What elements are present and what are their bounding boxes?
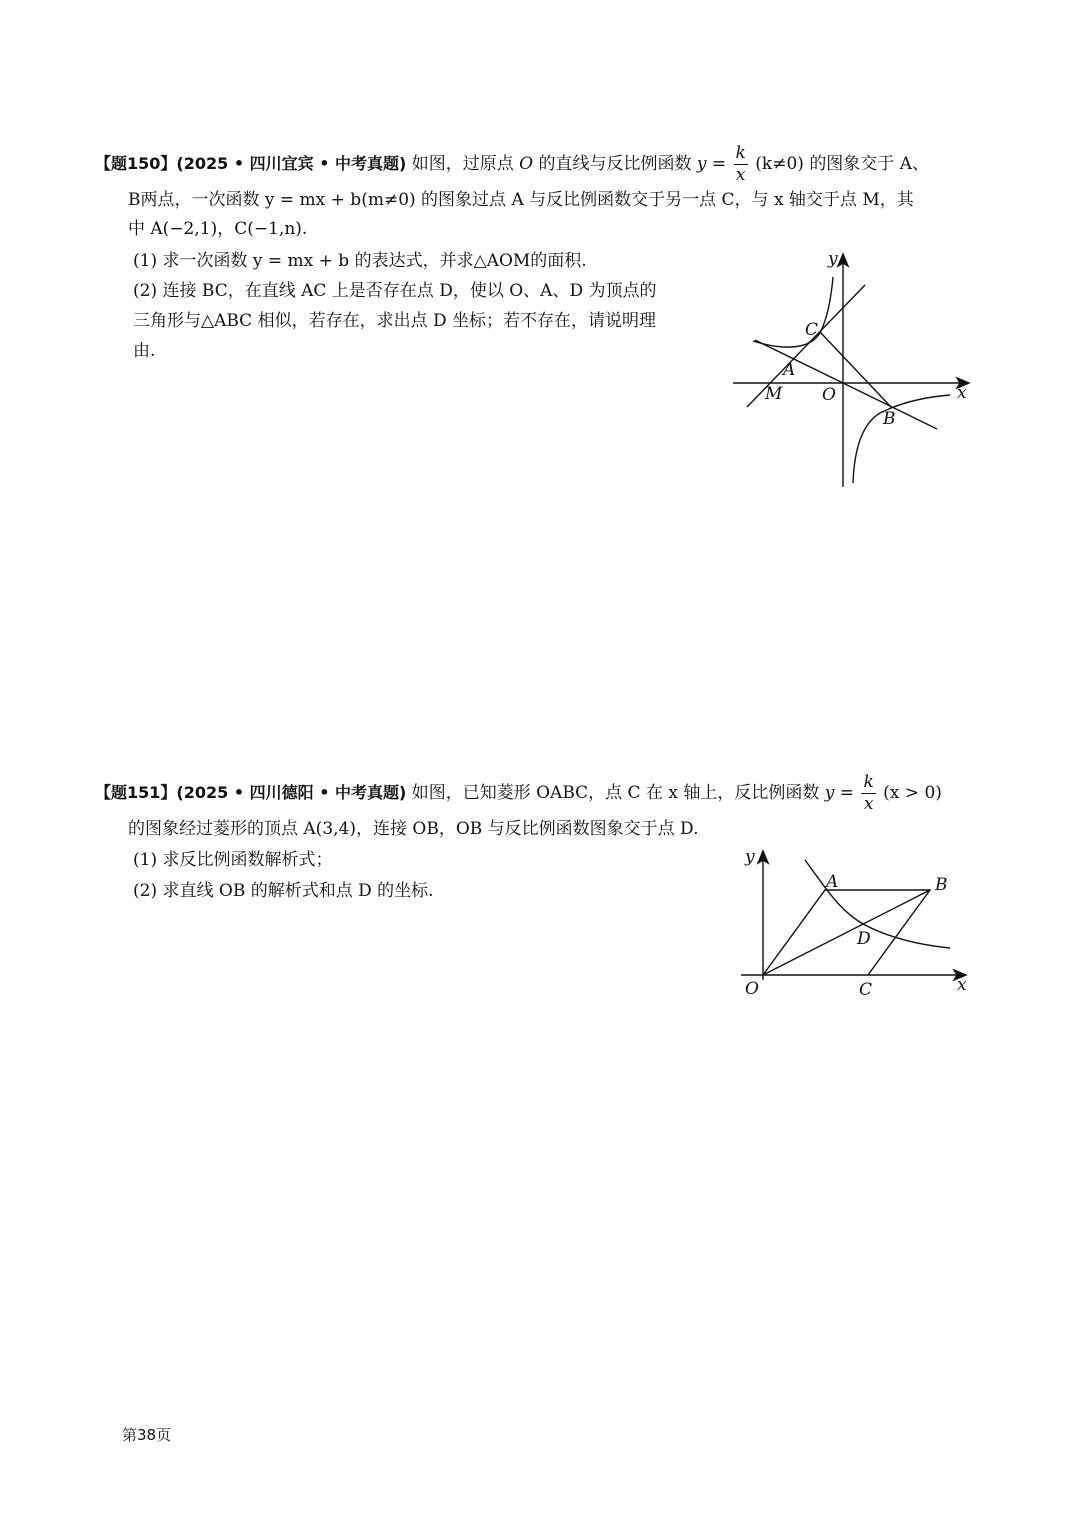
p150-figure [725, 245, 985, 490]
p151-fraction [861, 774, 875, 813]
p150-question-1: (1) 求一次函数 y = mx + b 的表达式，并求△AOM的面积. [133, 251, 587, 271]
p151-label-D: D [857, 929, 871, 949]
p150-text-1a: 如图，过原点 [411, 154, 514, 174]
p151-question-2: (2) 求直线 OB 的解析式和点 D 的坐标. [133, 881, 434, 901]
p150-label-O: O [822, 385, 836, 405]
p150-label-C: C [805, 320, 819, 340]
p151-label-y: y [745, 847, 755, 867]
p150-line2: B两点，一次函数 y = mx + b(m≠0) 的图象过点 A 与反比例函数交于另一点 C，与 x 轴交于点 M，其 [128, 190, 914, 210]
p151-label-B: B [935, 875, 948, 895]
p150-line3: 中 A(−2,1)，C(−1,n). [128, 219, 308, 239]
p151-label-A: A [826, 872, 839, 892]
p151-tag: 【题151】 [95, 783, 177, 802]
p150-line1 [95, 145, 929, 184]
p150-text-1c: 的图象交于 [809, 154, 895, 174]
p150-source: (2025 • 四川宜宾 • 中考真题) [176, 154, 407, 173]
p150-question-2c: 由. [133, 341, 156, 361]
p151-y-eq: y = [824, 783, 855, 803]
p150-text-1b: 的直线与反比例函数 [538, 154, 692, 174]
p150-label-A: A [783, 360, 796, 380]
p150-label-B: B [883, 409, 896, 429]
p150-point-O: O [519, 154, 534, 174]
p151-cond: (x > 0) [883, 783, 942, 803]
page-number: 第38页 [122, 1426, 172, 1444]
p151-frac-num: k [863, 772, 874, 792]
p150-text-1d: A、 [899, 154, 929, 174]
p151-line2: 的图象经过菱形的顶点 A(3,4)，连接 OB，OB 与反比例函数图象交于点 D. [128, 819, 699, 839]
p151-question-1: (1) 求反比例函数解析式； [133, 850, 333, 870]
p150-tag: 【题150】 [95, 154, 177, 173]
p150-cond: (k≠0) [755, 154, 804, 174]
p150-label-y: y [828, 249, 838, 269]
p151-frac-den: x [863, 794, 874, 814]
p150-frac-num: k [735, 143, 746, 163]
p151-label-x: x [957, 975, 967, 995]
p151-label-O: O [745, 979, 759, 999]
p150-hyperbola-q2 [753, 277, 833, 347]
p150-label-x: x [957, 383, 967, 403]
p150-fraction [734, 145, 748, 184]
p150-question-2b: 三角形与△ABC 相似，若存在，求出点 D 坐标；若不存在，请说明理 [133, 311, 657, 331]
p151-figure [735, 842, 980, 1002]
p150-label-M: M [765, 384, 783, 404]
p151-text-1a: 如图，已知菱形 OABC，点 C 在 x 轴上，反比例函数 [411, 783, 820, 803]
p151-line1 [95, 774, 942, 813]
p151-label-C: C [859, 980, 873, 1000]
p150-frac-den: x [735, 165, 746, 185]
p151-source: (2025 • 四川德阳 • 中考真题) [176, 783, 407, 802]
p150-question-2a: (2) 连接 BC，在直线 AC 上是否存在点 D，使以 O、A、D 为顶点的 [133, 281, 657, 301]
p151-diagonal-OB [763, 890, 930, 975]
p150-hyperbola-q4 [853, 395, 950, 483]
p150-y-eq: y = [696, 154, 727, 174]
